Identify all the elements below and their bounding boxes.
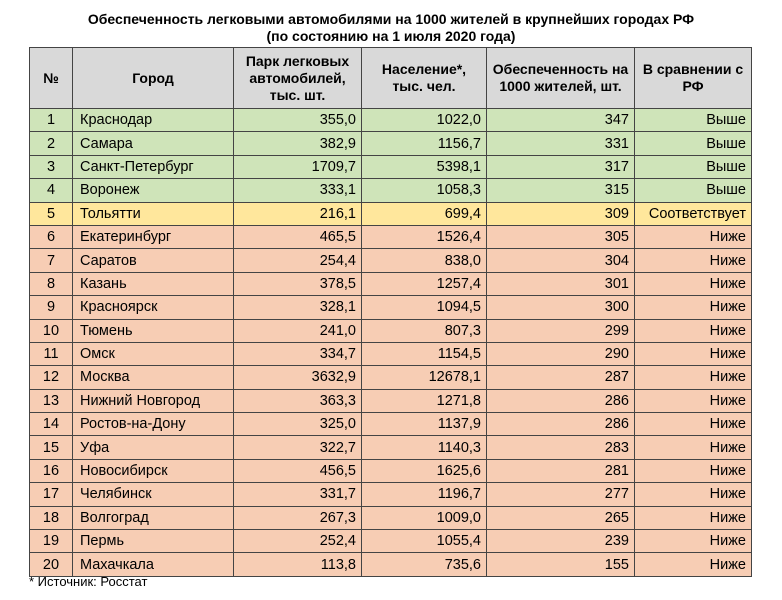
cell-city: Махачкала — [73, 553, 234, 576]
cell-city: Москва — [73, 366, 234, 389]
cell-city: Казань — [73, 272, 234, 295]
table-row — [30, 506, 752, 529]
cell-population: 1625,6 — [362, 459, 487, 482]
cell-population: 1257,4 — [362, 272, 487, 295]
cell-population: 735,6 — [362, 553, 487, 576]
cell-compare: Ниже — [635, 389, 752, 412]
cell-num: 16 — [30, 459, 73, 482]
cell-per1000: 283 — [487, 436, 635, 459]
cell-city: Краснодар — [73, 109, 234, 132]
cell-compare: Ниже — [635, 342, 752, 365]
cell-cars: 328,1 — [234, 296, 362, 319]
cell-compare: Выше — [635, 132, 752, 155]
cell-num: 15 — [30, 436, 73, 459]
cell-compare: Выше — [635, 155, 752, 178]
cell-num: 3 — [30, 155, 73, 178]
cell-per1000: 301 — [487, 272, 635, 295]
cell-num: 17 — [30, 483, 73, 506]
cell-cars: 333,1 — [234, 179, 362, 202]
cell-compare: Ниже — [635, 413, 752, 436]
cell-per1000: 277 — [487, 483, 635, 506]
header-population: Население*, тыс. чел. — [362, 48, 487, 109]
cell-per1000: 315 — [487, 179, 635, 202]
table-row — [30, 296, 752, 319]
header-compare: В сравнении с РФ — [635, 48, 752, 109]
table-row — [30, 272, 752, 295]
cell-cars: 355,0 — [234, 109, 362, 132]
cell-cars: 241,0 — [234, 319, 362, 342]
table-title — [0, 11, 782, 45]
cell-city: Саратов — [73, 249, 234, 272]
cell-compare: Ниже — [635, 553, 752, 576]
cell-compare: Ниже — [635, 506, 752, 529]
cell-per1000: 287 — [487, 366, 635, 389]
cell-population: 699,4 — [362, 202, 487, 225]
cell-cars: 3632,9 — [234, 366, 362, 389]
cell-cars: 382,9 — [234, 132, 362, 155]
cell-per1000: 317 — [487, 155, 635, 178]
cell-city: Воронеж — [73, 179, 234, 202]
cell-city: Санкт-Петербург — [73, 155, 234, 178]
cell-city: Челябинск — [73, 483, 234, 506]
header-num: № — [30, 48, 73, 109]
table-row — [30, 342, 752, 365]
cell-num: 1 — [30, 109, 73, 132]
table-row — [30, 319, 752, 342]
cell-per1000: 309 — [487, 202, 635, 225]
cell-cars: 325,0 — [234, 413, 362, 436]
cell-city: Новосибирск — [73, 459, 234, 482]
table-row — [30, 436, 752, 459]
table-row — [30, 366, 752, 389]
cell-num: 11 — [30, 342, 73, 365]
cell-num: 5 — [30, 202, 73, 225]
cell-num: 10 — [30, 319, 73, 342]
cell-compare: Ниже — [635, 530, 752, 553]
cell-per1000: 281 — [487, 459, 635, 482]
cell-population: 838,0 — [362, 249, 487, 272]
cell-cars: 216,1 — [234, 202, 362, 225]
cell-cars: 254,4 — [234, 249, 362, 272]
cell-num: 14 — [30, 413, 73, 436]
cell-compare: Соответствует — [635, 202, 752, 225]
title-line-2: (по состоянию на 1 июля 2020 года) — [266, 28, 516, 44]
cell-cars: 252,4 — [234, 530, 362, 553]
cell-city: Екатеринбург — [73, 225, 234, 248]
cell-cars: 334,7 — [234, 342, 362, 365]
table-row — [30, 413, 752, 436]
cell-num: 13 — [30, 389, 73, 412]
table-row — [30, 530, 752, 553]
cell-cars: 331,7 — [234, 483, 362, 506]
cell-num: 6 — [30, 225, 73, 248]
table-row — [30, 459, 752, 482]
cell-per1000: 304 — [487, 249, 635, 272]
cell-cars: 267,3 — [234, 506, 362, 529]
cell-compare: Выше — [635, 179, 752, 202]
table-row — [30, 109, 752, 132]
cell-per1000: 300 — [487, 296, 635, 319]
table-row — [30, 389, 752, 412]
cell-per1000: 155 — [487, 553, 635, 576]
header-cars: Парк легковых автомобилей, тыс. шт. — [234, 48, 362, 109]
cell-population: 1055,4 — [362, 530, 487, 553]
cell-compare: Ниже — [635, 436, 752, 459]
cell-population: 807,3 — [362, 319, 487, 342]
cell-cars: 113,8 — [234, 553, 362, 576]
cell-city: Нижний Новгород — [73, 389, 234, 412]
cell-city: Красноярск — [73, 296, 234, 319]
cell-population: 1271,8 — [362, 389, 487, 412]
cell-per1000: 290 — [487, 342, 635, 365]
cell-num: 9 — [30, 296, 73, 319]
cell-num: 4 — [30, 179, 73, 202]
cell-population: 5398,1 — [362, 155, 487, 178]
cell-population: 1156,7 — [362, 132, 487, 155]
cell-per1000: 305 — [487, 225, 635, 248]
table-row — [30, 483, 752, 506]
cell-num: 19 — [30, 530, 73, 553]
cell-city: Омск — [73, 342, 234, 365]
cell-population: 1526,4 — [362, 225, 487, 248]
cell-compare: Ниже — [635, 225, 752, 248]
cell-compare: Ниже — [635, 459, 752, 482]
cell-population: 1009,0 — [362, 506, 487, 529]
cell-population: 1058,3 — [362, 179, 487, 202]
header-row — [30, 48, 752, 109]
cell-num: 2 — [30, 132, 73, 155]
cell-per1000: 347 — [487, 109, 635, 132]
cell-population: 1140,3 — [362, 436, 487, 459]
cell-cars: 378,5 — [234, 272, 362, 295]
cell-cars: 322,7 — [234, 436, 362, 459]
cell-city: Самара — [73, 132, 234, 155]
table-body — [30, 109, 752, 577]
footnote: * Источник: Росстат — [29, 574, 148, 589]
cell-per1000: 265 — [487, 506, 635, 529]
cell-population: 1022,0 — [362, 109, 487, 132]
table-row — [30, 225, 752, 248]
cell-population: 1137,9 — [362, 413, 487, 436]
cell-compare: Ниже — [635, 249, 752, 272]
cell-num: 18 — [30, 506, 73, 529]
cell-per1000: 299 — [487, 319, 635, 342]
cell-compare: Ниже — [635, 366, 752, 389]
cell-cars: 363,3 — [234, 389, 362, 412]
table-row — [30, 155, 752, 178]
cell-population: 1196,7 — [362, 483, 487, 506]
table-row — [30, 249, 752, 272]
header-city: Город — [73, 48, 234, 109]
cell-city: Уфа — [73, 436, 234, 459]
cell-num: 20 — [30, 553, 73, 576]
cell-cars: 1709,7 — [234, 155, 362, 178]
cell-population: 12678,1 — [362, 366, 487, 389]
cell-per1000: 331 — [487, 132, 635, 155]
cell-num: 7 — [30, 249, 73, 272]
cars-per-capita-table — [29, 47, 752, 577]
cell-num: 12 — [30, 366, 73, 389]
cell-city: Пермь — [73, 530, 234, 553]
cell-compare: Ниже — [635, 319, 752, 342]
cell-cars: 456,5 — [234, 459, 362, 482]
cell-city: Ростов-на-Дону — [73, 413, 234, 436]
title-line-1: Обеспеченность легковыми автомобилями на 1000 жителей в крупнейших городах РФ — [87, 11, 695, 27]
cell-compare: Ниже — [635, 272, 752, 295]
cell-city: Тольятти — [73, 202, 234, 225]
table-row — [30, 202, 752, 225]
cell-per1000: 286 — [487, 413, 635, 436]
header-per1000: Обеспеченность на 1000 жителей, шт. — [487, 48, 635, 109]
table-row — [30, 179, 752, 202]
table-row — [30, 132, 752, 155]
cell-city: Тюмень — [73, 319, 234, 342]
cell-city: Волгоград — [73, 506, 234, 529]
cell-compare: Ниже — [635, 483, 752, 506]
table-row — [30, 553, 752, 576]
cell-population: 1154,5 — [362, 342, 487, 365]
cell-num: 8 — [30, 272, 73, 295]
cell-compare: Ниже — [635, 296, 752, 319]
cell-per1000: 286 — [487, 389, 635, 412]
cell-per1000: 239 — [487, 530, 635, 553]
cell-population: 1094,5 — [362, 296, 487, 319]
cell-compare: Выше — [635, 109, 752, 132]
cell-cars: 465,5 — [234, 225, 362, 248]
